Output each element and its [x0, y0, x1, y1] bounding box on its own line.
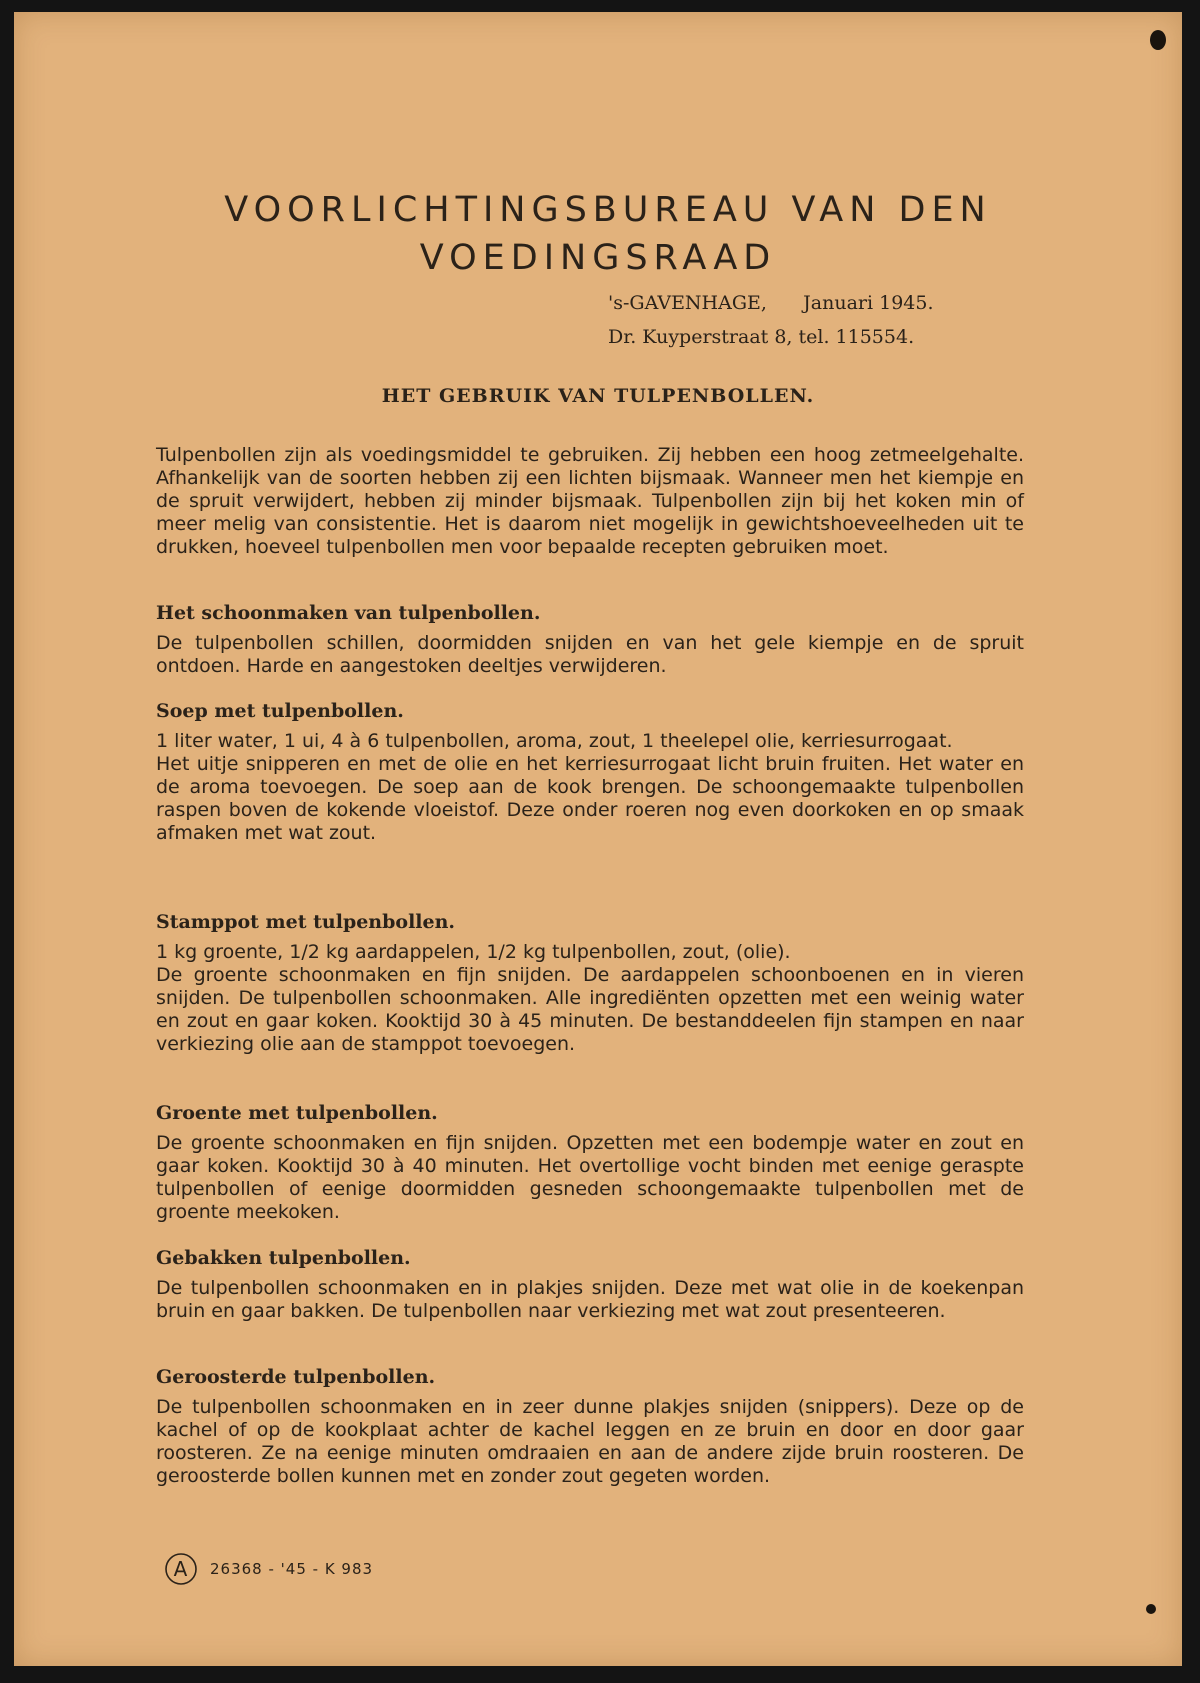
section-heading: Soep met tulpenbollen.: [156, 700, 404, 722]
section-heading: Geroosterde tulpenbollen.: [156, 1366, 436, 1388]
section-text: De tulpenbollen schoonmaken en in plakjes snijden. Deze met wat olie in de koekenpan bruin en gaar bakken. De tulpenbollen naar verkiezing met wat zout presenteeren.: [156, 1277, 1024, 1322]
section-soup: [156, 698, 1024, 845]
ink-spot: [1150, 30, 1166, 50]
printer-seal-icon: [164, 1552, 198, 1586]
section-text: De groente schoonmaken en fijn snijden. De aardappelen schoonboenen en in vieren snijden. De tulpenbollen schoonmaken. Alle ingrediënten opzetten met een weinig water en zout en gaar koken. Kooktijd 30 à 45 minuten. De bestanddeelen fijn stampen en naar verkiezing olie aan de stamppot toevoegen.: [156, 964, 1024, 1055]
document-title: HET GEBRUIK VAN TULPENBOLLEN.: [381, 385, 815, 407]
section-vegetables: [156, 1100, 1024, 1224]
section-stamppot: [156, 909, 1024, 1056]
section-ingredients: 1 liter water, 1 ui, 4 à 6 tulpenbollen, aroma, zout, 1 theelepel olie, kerriesurrogaat.: [156, 730, 953, 752]
section-heading: Het schoonmaken van tulpenbollen.: [156, 602, 541, 624]
print-code: 26368 - '45 - K 983: [210, 1560, 374, 1578]
section-heading: Stamppot met tulpenbollen.: [156, 911, 456, 933]
intro-paragraph: Tulpenbollen zijn als voedingsmiddel te gebruiken. Zij hebben een hoog zetmeelgehalte. Afhankelijk van de soorten hebben zij een lichten bijsmaak. Wanneer men het kiempje en de spruit verwijdert, hebben zij minder bijsmaak. Tulpenbollen zijn bij het koken min of meer melig van consistentie. Het is daarom niet mogelijk in gewichtshoeveelheden uit te drukken, hoeveel tulpenbollen men voor bepaalde recepten gebruiken moet.: [156, 444, 1024, 558]
section-roasted: [156, 1364, 1024, 1488]
section-ingredients: 1 kg groente, 1/2 kg aardappelen, 1/2 kg tulpenbollen, zout, (olie).: [156, 941, 791, 963]
intro-block: [156, 444, 1024, 559]
street-address: Dr. Kuyperstraat 8, tel. 115554.: [608, 326, 915, 348]
section-cleaning: [156, 600, 1024, 678]
section-heading: Groente met tulpenbollen.: [156, 1102, 438, 1124]
organization-title-line2: VOEDINGSRAAD: [419, 238, 777, 278]
section-text: De tulpenbollen schoonmaken en in zeer dunne plakjes snijden (snippers). Deze op de kachel of op de kookplaat achter de kachel leggen en ze bruin en door en door gaar roosteren. Ze na eenige minuten omdraaien en aan de andere zijde bruin roosteren. De geroosterde bollen kunnen met en zonder zout gegeten worden.: [156, 1396, 1024, 1487]
section-text: De groente schoonmaken en fijn snijden. Opzetten met een bodempje water en zout en gaar koken. Kooktijd 30 à 40 minuten. Het overtollige vocht binden met eenige geraspte tulpenbollen of eenige doormidden gesneden schoongemaakte tulpenbollen met de groente meekoken.: [156, 1132, 1024, 1223]
organization-title-line1: VOORLICHTINGSBUREAU VAN DEN: [224, 190, 992, 230]
section-text: De tulpenbollen schillen, doormidden snijden en van het gele kiempje en de spruit ontdoen. Harde en aangestoken deeltjes verwijderen.: [156, 632, 1024, 677]
section-heading: Gebakken tulpenbollen.: [156, 1247, 411, 1269]
svg-text:A: A: [173, 1557, 189, 1581]
section-fried: [156, 1245, 1024, 1323]
document-page: [14, 12, 1182, 1666]
section-text: Het uitje snipperen en met de olie en het kerriesurrogaat licht bruin fruiten. Het water en de aroma toevoegen. De soep aan de kook brengen. De schoongemaakte tulpenbollen raspen boven de kokende vloeistof. Deze onder roeren nog even doorkoken en op smaak afmaken met wat zout.: [156, 753, 1024, 844]
place-date: 's-GAVENHAGE, Januari 1945.: [608, 292, 934, 314]
printer-mark: [164, 1552, 373, 1586]
ink-spot: [1146, 1604, 1156, 1614]
